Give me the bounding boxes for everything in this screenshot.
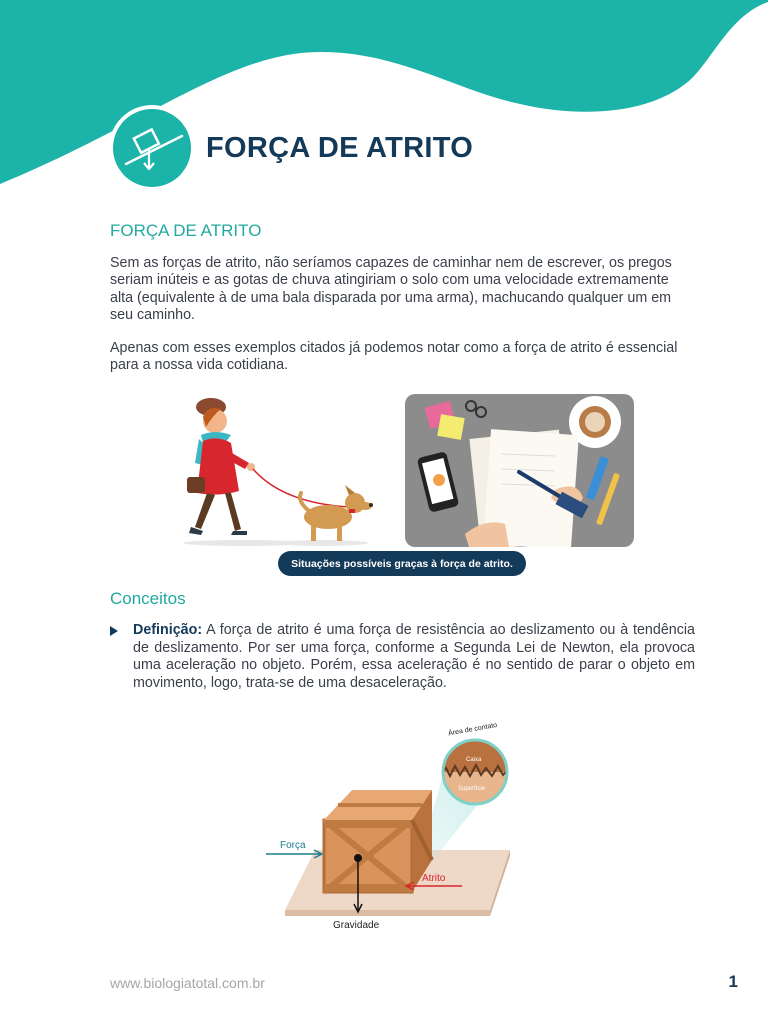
- footer-url-link[interactable]: www.biologiatotal.com.br: [110, 975, 265, 991]
- bullet-arrow-icon: [110, 626, 118, 636]
- definition-term: Definição:: [133, 622, 203, 638]
- walking-dog-illustration: [173, 393, 388, 548]
- force-label: Força: [280, 840, 306, 851]
- section-heading: FORÇA DE ATRITO: [110, 221, 262, 240]
- contact-area-label: Área de contato: [447, 721, 498, 738]
- surface-label: Superfície: [458, 786, 486, 792]
- incline-plane-icon: [108, 104, 196, 192]
- definition-text: [133, 622, 695, 692]
- intro-paragraph: Sem as forças de atrito, não seríamos capazes de caminhar nem de escrever, os pregos seriam inúteis e as gotas de chuva atingiriam o solo com uma velocidade extremamente alta (equivalente à de uma bala disparada por uma arma), machucando qualquer um em seu caminho.: [110, 255, 672, 323]
- page-title: FORÇA DE ATRITO: [206, 132, 474, 164]
- definition-body: A força de atrito é uma força de resistência ao deslizamento ou à tendência de deslizamento. Por ser uma força, conforme a Segunda Lei de Newton, ela provoca uma aceleração no objeto. Porém, essa aceleração é no sentido de parar o objeto em movimento, logo, trata-se de uma desaceleração.: [133, 622, 695, 691]
- essential-paragraph: Apenas com esses exemplos citados já podemos notar como a força de atrito é essencial para a nossa vida cotidiana.: [110, 340, 678, 374]
- desk-writing-illustration: [405, 394, 634, 547]
- concepts-heading: Conceitos: [110, 589, 186, 608]
- definition-list-item: [110, 622, 695, 692]
- page-number: 1: [728, 972, 738, 991]
- gravity-label: Gravidade: [333, 920, 380, 931]
- friction-label: Atrito: [422, 873, 446, 884]
- illustrations-caption: Situações possíveis graças à força de atrito.: [278, 551, 526, 576]
- friction-diagram: [240, 710, 540, 935]
- box-label: Caixa: [466, 757, 482, 763]
